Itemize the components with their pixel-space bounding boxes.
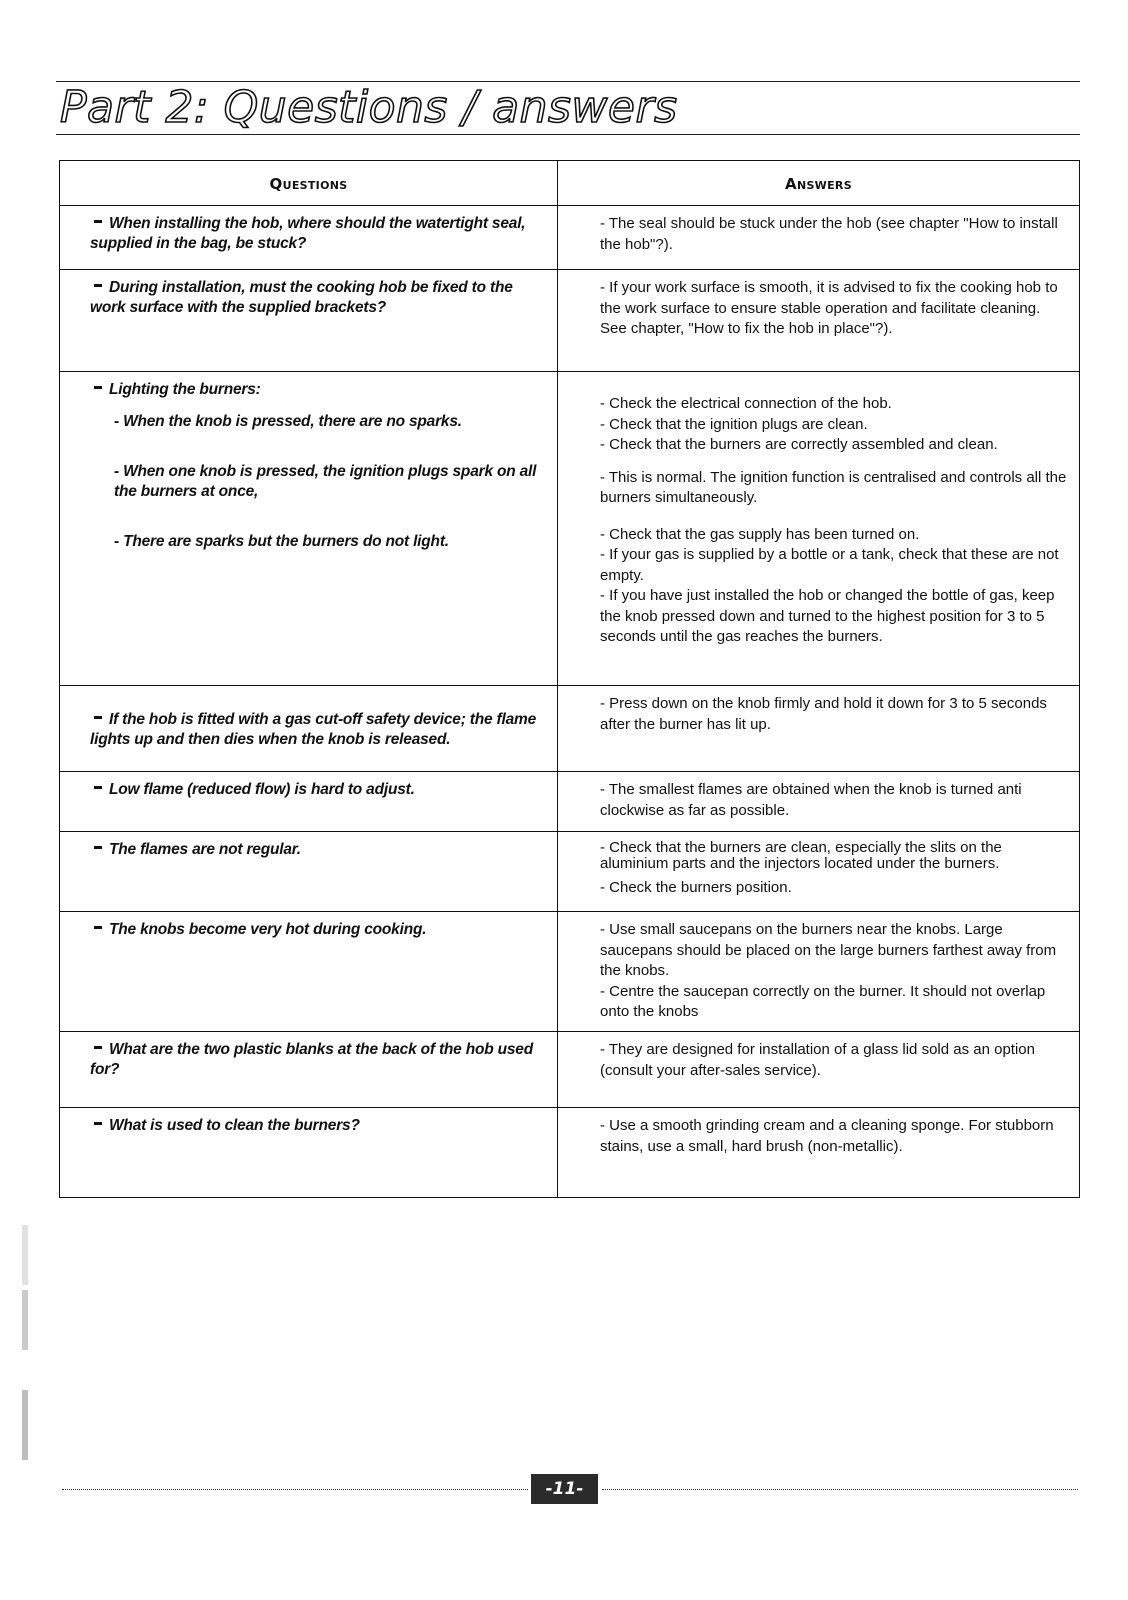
- answer-text: - They are designed for installation of a glass lid sold as an option (consult your after-sales service).: [600, 1041, 1035, 1079]
- question-text: Low flame (reduced flow) is hard to adjust.: [109, 781, 415, 798]
- page-title: Part 2: Questions / answers: [60, 82, 678, 133]
- question-text: If the hob is fitted with a gas cut-off safety device; the flame lights up and then dies when the knob is released.: [90, 710, 537, 748]
- answer-cell: [558, 832, 1080, 912]
- question-cell: [60, 686, 558, 772]
- answers-header: Answers: [558, 161, 1080, 206]
- answer-text: - Check the burners position.: [600, 879, 792, 896]
- question: [68, 840, 549, 860]
- question-text: The flames are not regular.: [109, 841, 301, 858]
- bullet-icon: [94, 846, 102, 849]
- header-bottom-rule: [56, 134, 1080, 135]
- answer-cell: [558, 1108, 1080, 1198]
- answer-text: - Check that the burners are clean, especially the slits on the aluminium parts and the injectors located under the burners.: [600, 839, 1002, 872]
- question: [68, 920, 549, 940]
- answer-text: - Check that the gas supply has been turned on.: [600, 525, 920, 543]
- bullet-icon: [94, 786, 102, 789]
- answer-cell: [558, 270, 1080, 372]
- questions-answers-table: [59, 160, 1080, 1198]
- bullet-icon: [94, 386, 102, 389]
- question-text: The knobs become very hot during cooking.: [109, 921, 427, 938]
- bullet-icon: [94, 1122, 102, 1125]
- answer-cell: [558, 206, 1080, 270]
- bullet-icon: [94, 220, 102, 223]
- answer-text: - This is normal. The ignition function is centralised and controls all the burners simultaneously.: [600, 468, 1067, 506]
- answer-text: - If your gas is supplied by a bottle or a tank, check that these are not empty.: [600, 546, 1059, 584]
- question: [68, 1116, 549, 1136]
- table-header-row: [60, 161, 1080, 206]
- table-row: [60, 206, 1080, 270]
- question: [68, 278, 549, 318]
- sub-question: - When one knob is pressed, the ignition plugs spark on all the burners at once,: [114, 463, 537, 500]
- scan-mark: [22, 1225, 28, 1285]
- question-text: What is used to clean the burners?: [109, 1117, 360, 1134]
- bullet-icon: [94, 284, 102, 287]
- answer-text: - If you have just installed the hob or changed the bottle of gas, keep the knob pressed down and turned to the highest position for 3 to 5 seconds until the gas reaches the burners.: [600, 587, 1055, 645]
- table-row: [60, 686, 1080, 772]
- bullet-icon: [94, 926, 102, 929]
- question-cell: [60, 270, 558, 372]
- answer-cell: [558, 372, 1080, 686]
- question: [68, 1040, 549, 1080]
- footer-dotted-rule-left: [62, 1489, 528, 1490]
- question-cell: [60, 832, 558, 912]
- table-row: [60, 270, 1080, 372]
- question-text: During installation, must the cooking hob be fixed to the work surface with the supplied brackets?: [90, 279, 513, 316]
- answer-text: - Check that the burners are correctly assembled and clean.: [600, 436, 998, 453]
- answer-text: - Check that the ignition plugs are clean.: [600, 415, 868, 433]
- answer-text: - Centre the saucepan correctly on the burner. It should not overlap onto the knobs: [600, 982, 1046, 1020]
- answer-text: - If your work surface is smooth, it is advised to fix the cooking hob to the work surface to ensure stable operation and facilitate cleaning. See chapter, "How to fix the hob in place"?).: [600, 279, 1058, 337]
- question-cell: [60, 1032, 558, 1108]
- question-cell: [60, 206, 558, 270]
- answer-text: - The smallest flames are obtained when the knob is turned anti clockwise as far as possible.: [600, 781, 1022, 819]
- table-row: [60, 1032, 1080, 1108]
- table-row: [60, 372, 1080, 686]
- question-text: What are the two plastic blanks at the back of the hob used for?: [90, 1041, 533, 1078]
- bullet-icon: [94, 1046, 102, 1049]
- question: [68, 380, 549, 400]
- question-text: Lighting the burners:: [109, 381, 261, 398]
- table-row: [60, 1108, 1080, 1198]
- scan-mark: [22, 1290, 28, 1350]
- answer-cell: [558, 912, 1080, 1032]
- table-row: [60, 912, 1080, 1032]
- scan-mark: [22, 1390, 28, 1460]
- question-cell: [60, 912, 558, 1032]
- answer-text: - Check the electrical connection of the hob.: [600, 395, 892, 412]
- question-cell: [60, 1108, 558, 1198]
- page-number: -11-: [531, 1474, 598, 1504]
- sub-question: - When the knob is pressed, there are no sparks.: [114, 413, 462, 430]
- table-row: [60, 772, 1080, 832]
- answer-cell: [558, 772, 1080, 832]
- question-cell: [60, 372, 558, 686]
- questions-header: Questions: [60, 161, 558, 206]
- answer-cell: [558, 686, 1080, 772]
- answer-text: - The seal should be stuck under the hob (see chapter "How to install the hob"?).: [600, 215, 1058, 253]
- answer-text: - Use a smooth grinding cream and a cleaning sponge. For stubborn stains, use a small, hard brush (non-metallic).: [600, 1117, 1054, 1155]
- question: [68, 214, 549, 254]
- sub-question: - There are sparks but the burners do not light.: [114, 533, 449, 550]
- question: [68, 780, 549, 800]
- question: [68, 710, 549, 750]
- answer-text: - Press down on the knob firmly and hold it down for 3 to 5 seconds after the burner has lit up.: [600, 695, 1047, 733]
- answer-cell: [558, 1032, 1080, 1108]
- answer-text: - Use small saucepans on the burners near the knobs. Large saucepans should be placed on the large burners farthest away from the knobs.: [600, 921, 1057, 979]
- bullet-icon: [94, 716, 102, 719]
- table-row: [60, 832, 1080, 912]
- footer-dotted-rule-right: [602, 1489, 1078, 1490]
- question-cell: [60, 772, 558, 832]
- question-text: When installing the hob, where should the watertight seal, supplied in the bag, be stuck?: [90, 215, 526, 252]
